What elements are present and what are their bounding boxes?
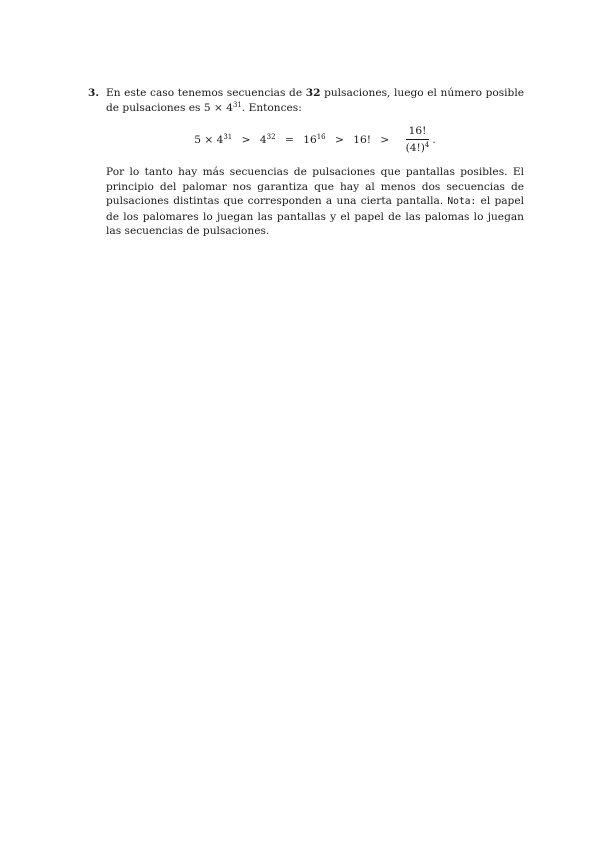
eq-op-2: = [284,133,294,146]
eq-fraction-numerator: 16! [406,124,430,140]
eq-term-2 [260,133,276,147]
note-label: Nota: [447,196,477,207]
eq-fraction [403,124,436,155]
eq-den-base: (4!) [405,142,425,154]
conclusion-text-1: Por lo tanto hay más secuencias de pulsaciones que pantallas posibles. El principio del palomar nos garantiza que hay al menos dos secuencias de pulsaciones distintas que corresponden a una cierta pantalla. [106,166,524,207]
problem-item [88,86,524,239]
problem-intro [106,86,524,115]
eq-term-1-exp: 31 [223,132,233,141]
eq-term-2-base: 4 [259,133,267,146]
eq-op-4: > [380,133,390,146]
eq-term-3-base: 16 [303,133,317,146]
intro-text-3: . Entonces: [241,101,302,114]
conclusion-paragraph [106,165,524,239]
eq-end: . [432,133,436,146]
conclusion-text-2: el papel de los palomares lo juegan las pantallas y el papel de las palomas lo juegan las secuencias de pulsaciones. [106,195,524,237]
eq-fraction-denominator [403,140,433,155]
problem-number: 3. [88,87,100,99]
eq-op-3: > [334,133,344,146]
intro-text-2: pulsaciones, luego el número posible de pulsaciones es [106,87,524,114]
pulse-count: 32 [305,87,321,99]
intro-expr-exp: 31 [232,100,242,109]
display-equation [106,124,524,155]
intro-text-1: En este caso tenemos secuencias de [106,87,306,99]
eq-term-4: 16! [353,133,371,146]
eq-term-1-base: 5 × 4 [194,133,224,146]
eq-term-3 [303,133,325,147]
eq-op-1: > [241,133,251,146]
intro-expr-base: 5 × 4 [203,101,233,114]
eq-den-exp: 4 [424,141,430,149]
eq-term-2-exp: 32 [266,132,276,141]
eq-term-1 [194,133,232,147]
eq-term-3-exp: 16 [316,132,326,141]
